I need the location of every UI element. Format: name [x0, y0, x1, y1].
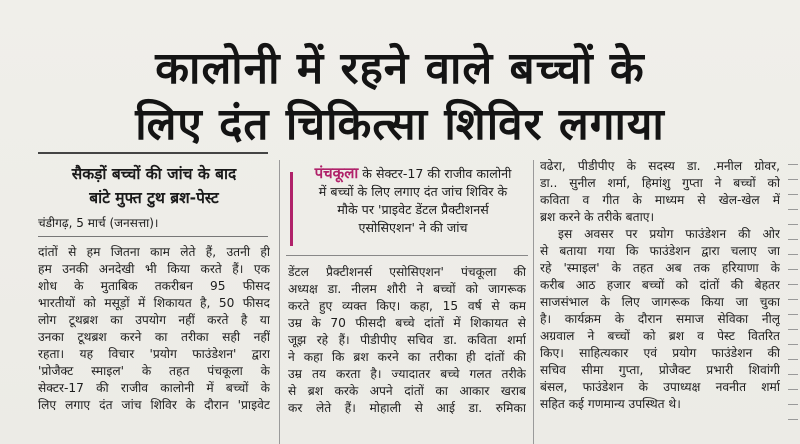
headline-line-2: लिए दंत चिकित्सा शिविर लगाया: [135, 99, 665, 150]
text-line: उम्र तय करता है। ज्यादातर बच्चे गलत तरीके: [288, 367, 526, 381]
text-line: लिए लगाए दंत जांच शिविर के दौरान 'प्राइवेट: [38, 398, 270, 412]
text-line: करीब आठ हजार बच्चों को दांतों की बेहतर: [540, 278, 780, 292]
text-line: हम उनकी अनदेखी भी किया करते हैं। एक: [38, 262, 270, 276]
pull-quote-text: [298, 164, 528, 237]
text-line: वढेरा, पीडीपीए के सदस्य डा. .मनील ग्रोवर,: [540, 159, 780, 173]
article-column-left: [38, 244, 270, 414]
text-line: सहित कई गणमान्य उपस्थित थे।: [540, 397, 681, 411]
pull-quote-rule: [286, 255, 528, 256]
text-line: से ब्रश करके अपने दांतों का आकार खराब: [288, 384, 526, 398]
text-line: शोध के मुताबिक तकरीबन 95 फीसद: [38, 279, 270, 293]
cropped-text-strip: [0, 0, 800, 14]
text-line: रहता। यह विचार 'प्रयोग फाउंडेशन' द्वारा: [38, 347, 270, 361]
text-line: लोग टूथब्रश का उपयोग नहीं करते है या: [38, 313, 270, 327]
text-line: अध्यक्ष डा. नीलम शौरी ने बच्चों को जागरूक: [288, 282, 526, 296]
subheadline-line-2: बांटे मुफ्त टुथ ब्रश-पेस्ट: [89, 189, 219, 207]
text-line: उम्र के 70 फीसदी बच्चे दांतों में शिकायत से: [288, 316, 526, 330]
text-line: रहे 'स्माइल' के तहत अब तक हरियाणा के: [540, 261, 780, 275]
text-line: अग्रवाल ने बच्चों को ब्रश व पेस्ट वितरित: [540, 329, 780, 343]
text-line: किए। साहित्यकार एवं प्रयोग फाउंडेशन की: [540, 346, 780, 360]
article-column-middle: [288, 264, 526, 417]
text-line: करते हुए व्यक्त किए। कहा, 15 वर्ष से कम: [288, 299, 526, 313]
text-line: ब्रश करने के तरीके बताए।: [540, 210, 655, 224]
pull-quote-city: पंचकूला: [314, 164, 359, 182]
column-divider: [279, 160, 280, 444]
text-line: कविता व गीत के माध्यम से खेल-खेल में: [540, 193, 780, 207]
pull-quote-line-1: के सेक्टर-17 की राजीव कालोनी: [358, 166, 512, 181]
text-line: 'प्रोजैक्ट स्माइल' के तहत पंचकूला के: [38, 364, 270, 378]
text-line: उनका टूथब्रश करने का तरीका सही नहीं: [38, 330, 270, 344]
text-line: है। कार्यक्रम के दौरान समाज सेविका नीलू: [540, 312, 780, 326]
text-line: भारतीयों को मसूड़ों में शिकायत है, 50 फीसद: [38, 296, 270, 310]
text-line: जूझ रहे हैं। पीडीपीए सचिव डा. कविता शर्मा: [288, 333, 526, 347]
pull-quote-line-2: में बच्चों के लिए लगाए दंत जांच शिविर के: [318, 184, 508, 199]
text-line: साजसंभाल के लिए जागरूक किया जा चुका: [540, 295, 780, 309]
text-line: बंसल, फाउंडेशन के उपाध्यक्ष नवनीत शर्मा: [540, 380, 780, 394]
text-line: कर लेते हैं। मोहाली से आई डा. रुमिका: [288, 401, 526, 415]
text-line: इस अवसर पर प्रयोग फाउंडेशन की ओर: [558, 227, 780, 241]
column-divider: [533, 160, 534, 444]
text-line: से बताया गया कि फाउंडेशन द्वारा चलाए जा: [540, 244, 780, 258]
dateline-rule: [38, 236, 268, 237]
text-line: सचिव सीमा गुप्ता, प्रोजैक्ट प्रभारी शिवांगी: [540, 363, 780, 377]
pull-quote-line-3: मौके पर 'प्राइवेट डेंटल प्रैक्टीशनर्स: [337, 202, 489, 217]
adjacent-column-edge: [786, 150, 800, 444]
dateline: चंडीगढ़, 5 मार्च (जनसत्ता)।: [38, 216, 159, 230]
text-line: सेक्टर-17 की राजीव कालोनी में बच्चों के: [38, 381, 270, 395]
text-line: डेंटल प्रैक्टीशनर्स एसोसिएशन' पंचकूला की: [288, 265, 526, 279]
text-line: डा.. सुनील शर्मा, हिमांशु गुप्ता ने बच्चों को: [540, 176, 780, 190]
headline-line-1: कालोनी में रहने वाले बच्चों के: [155, 43, 645, 94]
text-line: दांतों से हम जितना काम लेते हैं, उतनी ही: [38, 245, 270, 259]
article-column-right: [540, 158, 780, 413]
pull-quote-accent-bar: [290, 172, 293, 246]
pull-quote-line-4: एसोसिएशन' ने की जांच: [358, 220, 468, 235]
subheadline-top-rule: [38, 152, 268, 154]
subheadline-line-1: सैकड़ों बच्चों की जांच के बाद: [71, 165, 237, 183]
text-line: ने कहा कि ब्रश करने का तरीका ही दांतों की: [288, 350, 526, 364]
